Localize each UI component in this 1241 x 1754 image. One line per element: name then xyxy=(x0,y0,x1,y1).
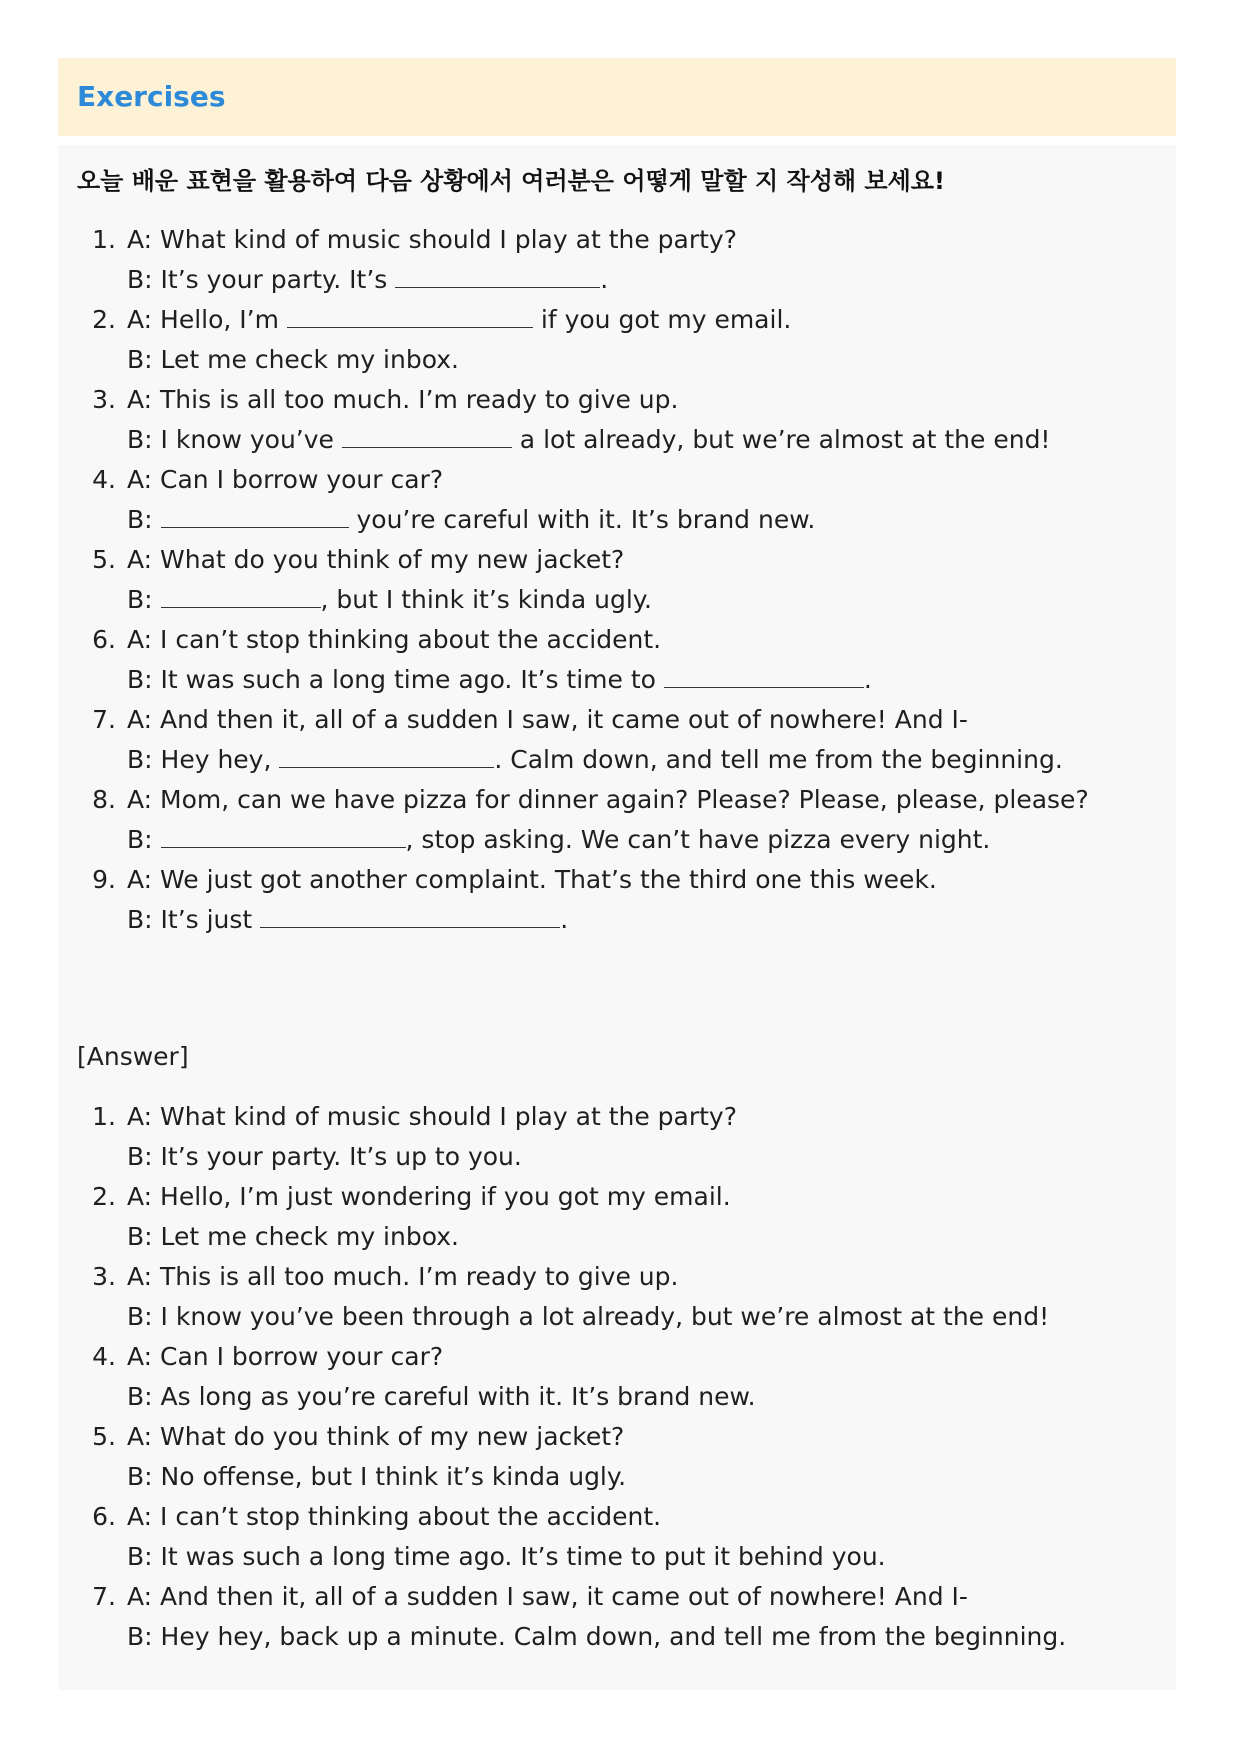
exercise-item xyxy=(77,860,1157,940)
speaker-a-line: A: Hello, I’m just wondering if you got my email. xyxy=(127,1182,731,1211)
line-text: B: xyxy=(127,825,161,854)
answer-item xyxy=(77,1097,1157,1177)
item-number: 9. xyxy=(92,865,116,894)
answer-blank[interactable] xyxy=(260,902,560,928)
item-number: 6. xyxy=(92,625,116,654)
speaker-a-line xyxy=(127,300,1157,340)
item-number: 7. xyxy=(92,705,116,734)
line-text: B: xyxy=(127,505,161,534)
answer-item xyxy=(77,1577,1157,1657)
item-number: 6. xyxy=(92,1502,116,1531)
speaker-a-line: A: We just got another complaint. That’s the third one this week. xyxy=(127,865,937,894)
exercise-item xyxy=(77,700,1157,780)
speaker-a-line: A: This is all too much. I’m ready to give up. xyxy=(127,385,679,414)
speaker-b-line xyxy=(127,420,1157,460)
item-number: 2. xyxy=(92,1182,116,1211)
line-text: A: Hello, I’m xyxy=(127,305,287,334)
item-number: 7. xyxy=(92,1582,116,1611)
speaker-b-line: B: Hey hey, back up a minute. Calm down, and tell me from the beginning. xyxy=(127,1622,1067,1651)
speaker-b-line xyxy=(127,660,1157,700)
speaker-b-line: B: No offense, but I think it’s kinda ugly. xyxy=(127,1462,627,1491)
speaker-b-line: B: I know you’ve been through a lot already, but we’re almost at the end! xyxy=(127,1302,1050,1331)
exercise-item xyxy=(77,380,1157,460)
item-number: 2. xyxy=(92,305,116,334)
speaker-b-line: B: Let me check my inbox. xyxy=(127,345,459,374)
item-number: 1. xyxy=(92,225,116,254)
speaker-b-line xyxy=(127,260,1157,300)
item-number: 4. xyxy=(92,465,116,494)
answer-blank[interactable] xyxy=(395,262,600,288)
line-text: . xyxy=(863,665,872,694)
line-text: if you got my email. xyxy=(532,305,792,334)
line-text: B: It was such a long time ago. It’s time to xyxy=(127,665,664,694)
answer-list xyxy=(77,1097,1157,1657)
exercise-list xyxy=(77,220,1157,940)
exercises-header xyxy=(58,58,1176,136)
line-text: . Calm down, and tell me from the beginning. xyxy=(494,745,1063,774)
answer-blank[interactable] xyxy=(161,822,406,848)
speaker-b-line: B: It was such a long time ago. It’s time to put it behind you. xyxy=(127,1542,886,1571)
speaker-b-line xyxy=(127,740,1157,780)
line-text: B: Hey hey, xyxy=(127,745,280,774)
speaker-a-line: A: And then it, all of a sudden I saw, it came out of nowhere! And I- xyxy=(127,705,968,734)
speaker-a-line: A: This is all too much. I’m ready to give up. xyxy=(127,1262,679,1291)
speaker-b-line xyxy=(127,900,1157,940)
speaker-a-line: A: What kind of music should I play at the party? xyxy=(127,225,737,254)
speaker-a-line: A: I can’t stop thinking about the accident. xyxy=(127,625,662,654)
answer-blank[interactable] xyxy=(342,422,512,448)
answer-item xyxy=(77,1177,1157,1257)
exercise-item xyxy=(77,540,1157,620)
item-number: 1. xyxy=(92,1102,116,1131)
answer-item xyxy=(77,1257,1157,1337)
exercise-item xyxy=(77,300,1157,380)
speaker-b-line xyxy=(127,580,1157,620)
speaker-a-line: A: Mom, can we have pizza for dinner again? Please? Please, please, please? xyxy=(127,785,1089,814)
speaker-b-line xyxy=(127,820,1157,860)
speaker-a-line: A: Can I borrow your car? xyxy=(127,465,444,494)
item-number: 3. xyxy=(92,385,116,414)
speaker-a-line: A: I can’t stop thinking about the accident. xyxy=(127,1502,662,1531)
line-text: B: It’s just xyxy=(127,905,261,934)
speaker-a-line: A: What do you think of my new jacket? xyxy=(127,545,625,574)
item-number: 4. xyxy=(92,1342,116,1371)
answer-heading: [Answer] xyxy=(77,1042,189,1071)
answer-blank[interactable] xyxy=(287,302,533,328)
exercise-item xyxy=(77,220,1157,300)
content-panel xyxy=(58,145,1176,1690)
instruction-text: 오늘 배운 표현을 활용하여 다음 상황에서 여러분은 어떻게 말할 지 작성해 보세요! xyxy=(77,167,945,195)
line-text: , stop asking. We can’t have pizza every night. xyxy=(405,825,991,854)
exercise-item xyxy=(77,460,1157,540)
line-text: . xyxy=(560,905,569,934)
item-number: 3. xyxy=(92,1262,116,1291)
answer-item xyxy=(77,1417,1157,1497)
speaker-a-line: A: Can I borrow your car? xyxy=(127,1342,444,1371)
answer-blank[interactable] xyxy=(664,662,864,688)
exercise-item xyxy=(77,620,1157,700)
answer-item xyxy=(77,1497,1157,1577)
item-number: 8. xyxy=(92,785,116,814)
line-text: , but I think it’s kinda ugly. xyxy=(320,585,652,614)
answer-blank[interactable] xyxy=(161,502,349,528)
line-text: B: I know you’ve xyxy=(127,425,342,454)
line-text: you’re careful with it. It’s brand new. xyxy=(348,505,816,534)
speaker-a-line: A: What kind of music should I play at the party? xyxy=(127,1102,737,1131)
speaker-a-line: A: And then it, all of a sudden I saw, it came out of nowhere! And I- xyxy=(127,1582,968,1611)
line-text: B: xyxy=(127,585,161,614)
line-text: a lot already, but we’re almost at the end! xyxy=(511,425,1051,454)
speaker-b-line: B: Let me check my inbox. xyxy=(127,1222,459,1251)
answer-item xyxy=(77,1337,1157,1417)
item-number: 5. xyxy=(92,545,116,574)
speaker-b-line xyxy=(127,500,1157,540)
item-number: 5. xyxy=(92,1422,116,1451)
answer-blank[interactable] xyxy=(279,742,494,768)
exercise-item xyxy=(77,780,1157,860)
page-title: Exercises xyxy=(77,80,226,113)
line-text: B: It’s your party. It’s xyxy=(127,265,396,294)
answer-blank[interactable] xyxy=(161,582,321,608)
line-text: . xyxy=(600,265,609,294)
speaker-b-line: B: It’s your party. It’s up to you. xyxy=(127,1142,522,1171)
speaker-a-line: A: What do you think of my new jacket? xyxy=(127,1422,625,1451)
speaker-b-line: B: As long as you’re careful with it. It’s brand new. xyxy=(127,1382,756,1411)
